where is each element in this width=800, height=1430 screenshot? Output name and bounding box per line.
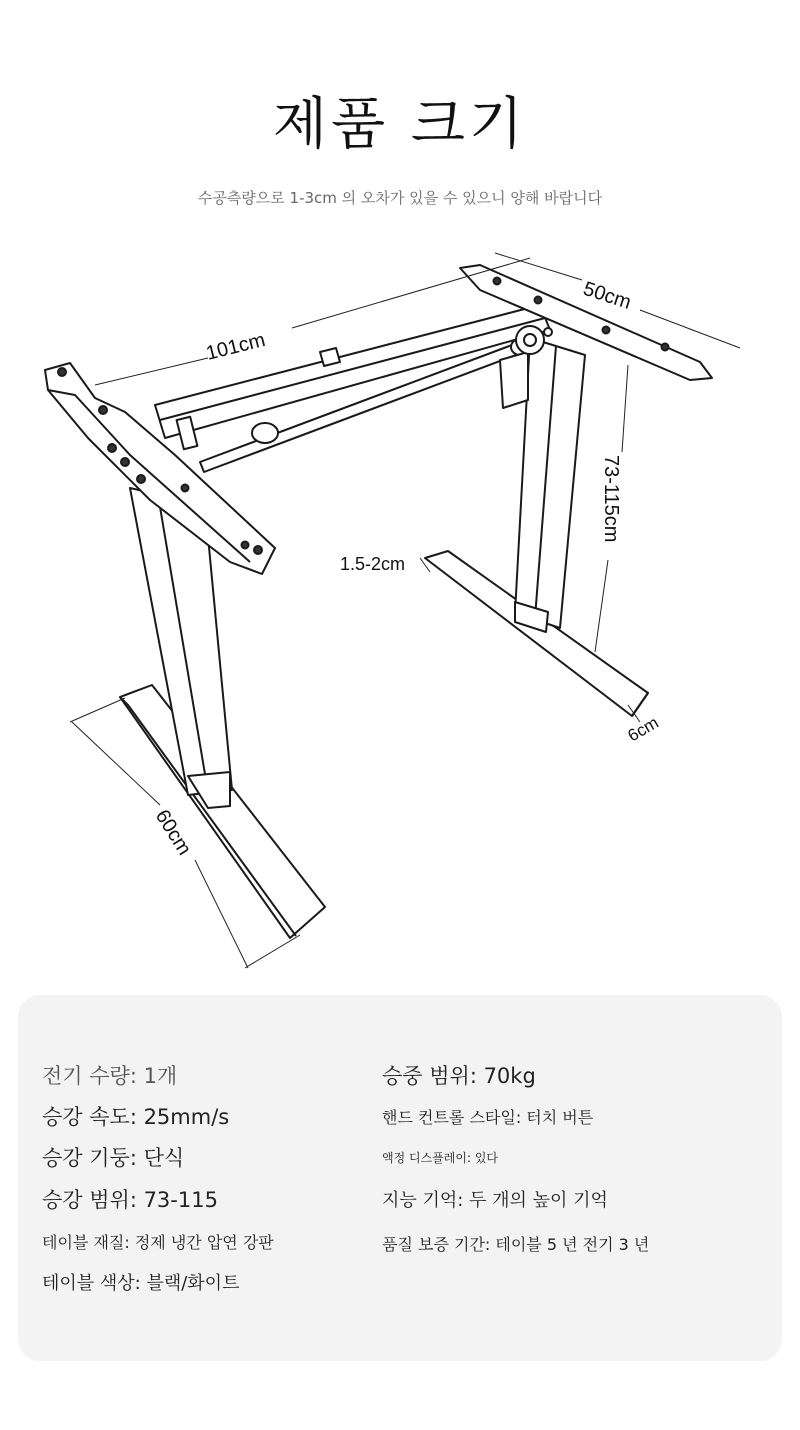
spec-display: 액정 디스플레이: 있다 bbox=[382, 1151, 499, 1165]
spec-material: 테이블 재질: 정제 냉간 압연 강판 bbox=[42, 1233, 274, 1252]
spec-motor-count: 전기 수량: 1개 bbox=[42, 1064, 178, 1088]
specifications-panel bbox=[18, 995, 782, 1361]
spec-color: 테이블 색상: 블랙/화이트 bbox=[42, 1273, 240, 1294]
crossbar bbox=[155, 305, 550, 438]
measurement-note: 수공측량으로 1-3cm 의 오차가 있을 수 있으니 양해 바랍니다 bbox=[197, 189, 603, 207]
spec-lift-range: 승강 범위: 73-115 bbox=[42, 1188, 218, 1212]
spec-memory: 지능 기억: 두 개의 높이 기억 bbox=[382, 1190, 608, 1211]
width-label: 101cm bbox=[203, 328, 268, 365]
spec-warranty: 품질 보증 기간: 테이블 5 년 전기 3 년 bbox=[382, 1235, 650, 1254]
page-title: 제품 크기 bbox=[272, 92, 528, 157]
foot-height-label: 6cm bbox=[624, 712, 662, 746]
spec-column: 승강 기둥: 단식 bbox=[42, 1146, 185, 1170]
spec-lift-speed: 승강 속도: 25mm/s bbox=[42, 1105, 230, 1129]
depth-label: 50cm bbox=[580, 277, 634, 314]
height-label: 73-115cm bbox=[600, 455, 622, 543]
spec-controller-style: 핸드 컨트롤 스타일: 터치 버튼 bbox=[382, 1108, 594, 1127]
desk-frame-diagram bbox=[0, 230, 800, 990]
thickness-label: 1.5-2cm bbox=[340, 554, 406, 574]
spec-load-range: 승중 범위: 70kg bbox=[382, 1064, 536, 1088]
foot-length-label: 60cm bbox=[150, 805, 196, 860]
